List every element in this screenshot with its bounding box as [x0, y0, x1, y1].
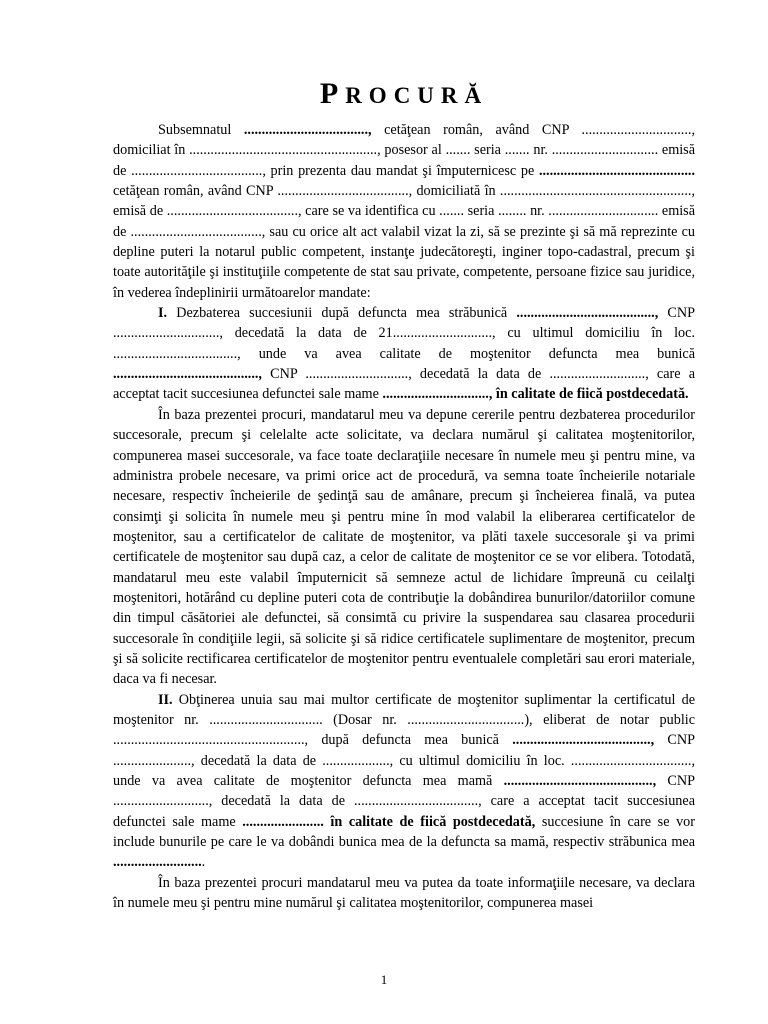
- intro-paragraph: [113, 120, 695, 303]
- section-one-capacity: în calitate de fiică postdecedată.: [495, 386, 689, 403]
- title-initial: P: [319, 77, 346, 110]
- page-number: 1: [380, 972, 388, 987]
- intro-text-1: Subsemnatul: [158, 122, 244, 138]
- mandate-paragraph-2: În baza prezentei procuri mandatarul meu va putea da toate informaţiile necesare, va declara în numele meu şi pentru mine numărul şi calitatea moştenitorilor, compunerea masei: [113, 874, 695, 912]
- section-two-blank-3: .......................: [242, 813, 324, 830]
- section-one-text-3: CNP ............................., decedată la data de ..........................., care a acceptat tacit succesiunea defunctei sale mame: [113, 366, 695, 403]
- intro-blank-mandatary: ............................................: [538, 162, 695, 179]
- section-two-capacity: în calitate de fiică postdecedată,: [330, 813, 536, 830]
- section-one-text-1: Dezbaterea succesiunii după defuncta mea străbunică: [167, 305, 517, 322]
- document-title: [113, 70, 695, 118]
- section-two-blank-2: ..........................................,: [503, 773, 657, 789]
- intro-blank-name: ...................................,: [243, 122, 372, 138]
- mandate-paragraph-1: În baza prezentei procuri, mandatarul meu va depune cererile pentru dezbaterea procedurilor succesorale, precum şi celelalte acte solicitate, va declara numărul şi calitatea moştenitorilor, compunerea masei succesorale, va face toate declaraţiile necesare în numele meu şi pentru mine, va administra probele necesare, va primi orice act de procedură, va semna toate încheierile notariale necesare, respectiv încheierile de şedinţă sau de amânare, precum şi încheierea finală, va putea consimţi şi solicita în numele meu şi pentru mine în mod valabil la eliberarea certificatelor de moştenitor, sau a certificatelor de calitate de moştenitor, va plăti taxele succesorale şi va primi certificatele de moştenitor sau după caz, a celor de calitate de moştenitor ce se vor elibera. Totodată, mandatarul meu este valabil împuternicit să semneze actul de lichidare împreună cu ceilalţi moştenitori, hotărând cu depline puteri cota de contribuţie la dobândirea bunurilor/datoriilor comune din timpul căsătoriei ale defunctei, să consimtă cu privire la suspendarea sau clasarea procedurii succesorale în condiţiile legii, să solicite şi să ridice certificatele suplimentare de moştenitor, precum şi să solicite rectificarea certificatelor de moştenitor pentru eventualele completări sau erori materiale, daca va fi necesar.: [113, 406, 695, 688]
- section-two-paragraph: [113, 690, 695, 873]
- section-two-number: II.: [158, 691, 173, 708]
- section-two-text-3: CNP ..........................., decedată la data de ..................................., care a acceptat tacit succesiunea defunctei sale mame: [113, 773, 695, 830]
- section-one-number: I.: [158, 305, 168, 322]
- section-one-blank-1: .......................................,: [516, 305, 659, 322]
- section-one-blank-2: .........................................,: [113, 366, 262, 383]
- section-two-blank-1: .......................................,: [512, 732, 655, 749]
- section-two-text-2: CNP ......................, decedată la data de ..................., cu ultimul domiciliu în loc. .................................., unde va avea calitate de moştenitor defuncta mea mamă: [113, 732, 695, 789]
- section-two-blank-5: .........................: [113, 854, 202, 871]
- section-two-text-1: Obţinerea unuia sau mai multor certificate de moştenitor suplimentar la certificatul de moştenitor nr. ................................ (Dosar nr. .................................), eliberat de notar public ......................................................, după defuncta mea bunică: [113, 691, 695, 749]
- title-rest: ROCURĂ: [345, 83, 489, 108]
- section-one-blank-3: ..............................,: [382, 386, 493, 403]
- section-two-text-5: succesiune în care se vor include bunurile pe care le va dobândi bunica mea de la defuncta sa mamă, respectiv străbunica mea: [113, 813, 695, 851]
- section-one-paragraph: [113, 303, 695, 405]
- intro-text-2: cetăţean român, având CNP ..............................., domiciliat în ....................................................., posesor al ....... seria ....... nr. .............................. emisă de ....................................., prin prezenta dau mandat şi împuternicesc pe: [113, 122, 695, 179]
- document-page: [113, 70, 695, 913]
- section-one-text-2: CNP .............................., decedată la data de 21............................, cu ultimul domiciliu în loc. ..................................., unde va avea calitate de moştenitor defuncta mea bunică: [113, 305, 695, 362]
- section-two-text-6: .: [201, 854, 206, 871]
- intro-text-3: cetăţean român, având CNP ....................................., domiciliată în ......................................................, emisă de ....................................., care se va identifica cu ....... seria ........ nr. ............................... emisă de ....................................., sau cu orice alt act valabil vizat la zi, să se prezinte şi să mă reprezinte cu depline puteri la notarul public competent, instanţe judecătoreşti, inginer topo-cadastral, precum şi toate autorităţile şi instituţiile competente de stat sau private, competente, persoane fizice sau juridice, în vederea îndeplinirii următoarelor mandate:: [113, 183, 695, 301]
